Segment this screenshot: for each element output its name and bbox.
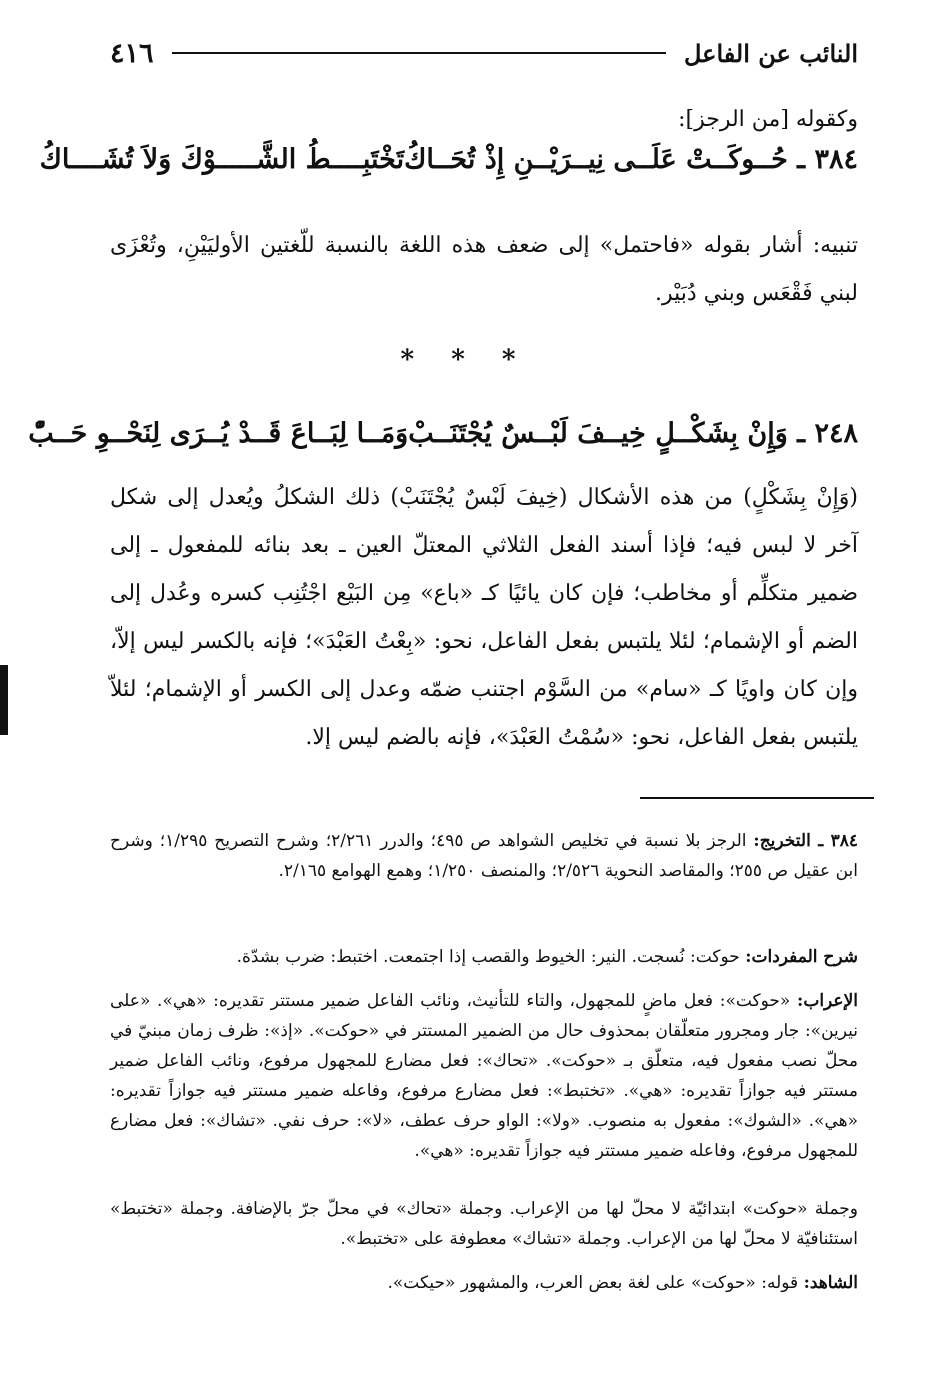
verse-248-first-half: وَإِنْ بِشَكْــلٍ خِيــفَ لَبْــسٌ يُجْتَنَــبْ [408, 418, 788, 449]
note-paragraph: تنبيه: أشار بقوله «فاحتمل» إلى ضعف هذه اللغة بالنسبة للّغتين الأوليَيْنِ، وتُعْزَى لبني فَقْعَس وبني دُبَيْر. [110, 233, 858, 306]
scan-edge-mark [0, 665, 8, 735]
verse-248-second-half: وَمَــا لِبَــاعَ قَــدْ يُــرَى لِنَحْــوِ حَــبّْ [28, 418, 409, 449]
takhrij-text: الرجز بلا نسبة في تخليص الشواهد ص ٤٩٥؛ والدرر ٢/٢٦١؛ وشرح التصريح ١/٢٩٥؛ وشرح ابن عقيل ص ٢٥٥؛ والمقاصد النحوية ٢/٥٢٦؛ والمنصف ١/٢٥٠؛ وهمع الهوامع ٢/١٦٥. [110, 831, 858, 881]
chapter-title: النائب عن الفاعل [683, 38, 858, 68]
commentary-paragraph: (وَإِنْ بِشَكْلٍ) من هذه الأشكال (خِيفَ لَبْسٌ يُجْتَنَبْ) ذلك الشكلُ ويُعدل إلى شكل آخر لا لبس فيه؛ فإذا أسند الفعل الثلاثي المعتلّ العين ـ بعد بنائه للمفعول ـ إلى ضمير متكلِّم أو مخاطب؛ فإن كان يائيًا كـ «باع» مِن البَيْع اجْتُنِب كسره وعُدل إلى الضم أو الإشمام؛ لئلا يلتبس بفعل الفاعل، نحو: «بِعْتُ العَبْدَ»؛ فإنه بالكسر ليس إلاّ، وإن كان واويًا كـ «سام» من السَّوْم اجتنب ضمّه وعدل إلى الكسر أو الإشمام؛ لئلاّ يلتبس بفعل الفاعل، نحو: «سُمْتُ العَبْدَ»، فإنه بالضم ليس إلا. [110, 485, 858, 750]
verse-248-right [408, 418, 858, 449]
shahid-label: الشاهد: [803, 1273, 858, 1293]
footnote-jumal: وجملة «حوكت» ابتدائيّة لا محلّ لها من الإعراب. وجملة «تحاك» في محلّ جرّ بالإضافة. وجملة «تختبط» استئنافيّة لا محلّ لها من الإعراب. وجملة «تشاك» معطوفة على «تختبط». [110, 1199, 858, 1249]
footnote-shahid [110, 1268, 858, 1298]
verse-384-second-half: تَخْتَبِــــطُ الشَّـــــوْكَ وَلاَ تُشَــــاكُ [39, 144, 405, 175]
intro-line: وكقوله [من الرجز]: [678, 107, 858, 132]
verse-384 [39, 144, 858, 175]
verse-248 [28, 418, 858, 449]
shahid-text: قوله: «حوكت» على لغة بعض العرب، والمشهور «حيكت». [387, 1273, 799, 1293]
footnote-irab [110, 986, 858, 1166]
takhrij-label: ٣٨٤ ـ التخريج: [753, 831, 858, 851]
verse-384-first-half: حُــوكَــتْ عَلَــى نِيــرَيْــنِ إِذْ تُحَــاكُ [404, 144, 788, 175]
irab-text: «حوكت»: فعل ماضٍ للمجهول، والتاء للتأنيث، ونائب الفاعل ضمير مستتر تقديره: «هي». «على نيرين»: جار ومجرور متعلّقان بمحذوف حال من الضمير المستتر في «حوكت». «إذ»: ظرف زمان مبنيّ في محلّ نصب مفعول فيه، متعلّق بـ «حوكت». «تحاك»: فعل مضارع للمجهول مرفوع، ونائب الفاعل ضمير مستتر فيه جوازاً تقديره: «هي». «تختبط»: فعل مضارع مرفوع، وفاعله ضمير مستتر فيه جوازاً تقديره: «هي». «الشوك»: مفعول به منصوب. «ولا»: الواو حرف عطف، «لا»: حرف نفي. «تشاك»: فعل مضارع للمجهول مرفوع، وفاعله ضمير مستتر فيه جوازاً تقديره: «هي». [110, 991, 858, 1161]
page-number: ٤١٦ [110, 37, 154, 69]
footnote-mufradat [110, 942, 858, 972]
irab-label: الإعراب: [797, 991, 858, 1011]
verse-384-number: ٣٨٤ ـ [797, 144, 858, 175]
verse-384-right [404, 144, 858, 175]
mufradat-text: حوكت: نُسجت. النير: الخيوط والقصب إذا اجتمعت. اختبط: ضرب بشدّة. [236, 947, 740, 967]
footnote-takhrij [110, 826, 858, 886]
mufradat-label: شرح المفردات: [745, 947, 858, 967]
footnote-separator [640, 797, 874, 799]
section-separator: * * * [400, 345, 530, 375]
header-rule [172, 52, 666, 54]
page-header [110, 36, 858, 70]
verse-248-number: ٢٤٨ ـ [797, 418, 858, 449]
